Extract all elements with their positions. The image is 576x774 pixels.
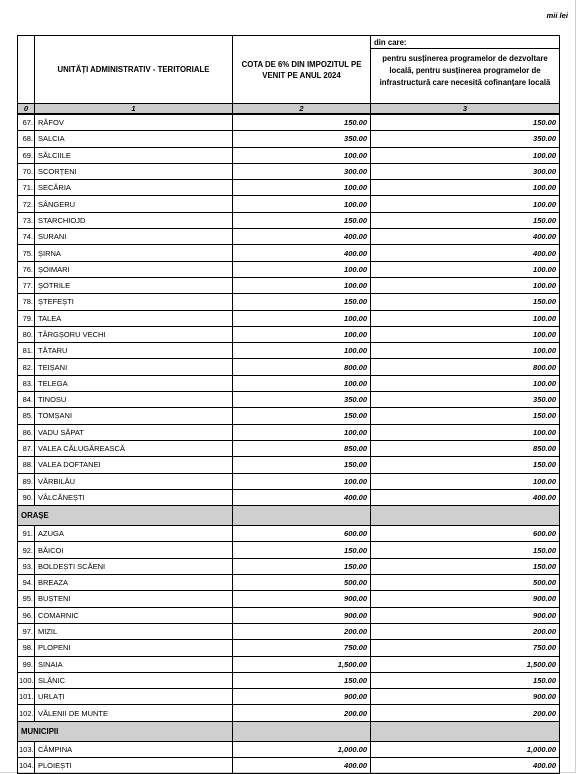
- row-index: 103.: [18, 741, 35, 757]
- row-index: 95.: [18, 591, 35, 607]
- table-row: [18, 343, 560, 359]
- table-row: [18, 147, 560, 163]
- table-row: [18, 245, 560, 261]
- row-index: 75.: [18, 245, 35, 261]
- row-purpose-value: 100.00: [371, 196, 560, 212]
- row-name: SÂNGERU: [35, 196, 233, 212]
- row-purpose-value: 100.00: [371, 261, 560, 277]
- row-purpose-value: 150.00: [371, 408, 560, 424]
- row-quota-value: 100.00: [233, 375, 371, 391]
- row-index: 101.: [18, 689, 35, 705]
- row-name: SLĂNIC: [35, 672, 233, 688]
- row-index: 91.: [18, 526, 35, 542]
- row-purpose-value: 500.00: [371, 575, 560, 591]
- row-purpose-value: 150.00: [371, 542, 560, 558]
- unit-label: mii lei: [546, 11, 568, 20]
- header-purpose-cell: [371, 36, 560, 104]
- row-name: TĂTARU: [35, 343, 233, 359]
- row-index: 94.: [18, 575, 35, 591]
- row-index: 88.: [18, 457, 35, 473]
- header-row: [18, 36, 560, 104]
- row-index: 99.: [18, 656, 35, 672]
- row-purpose-value: 150.00: [371, 294, 560, 310]
- table-row: [18, 408, 560, 424]
- row-purpose-value: 350.00: [371, 392, 560, 408]
- row-index: 90.: [18, 489, 35, 505]
- row-name: PLOPENI: [35, 640, 233, 656]
- row-quota-value: 100.00: [233, 310, 371, 326]
- row-purpose-value: 200.00: [371, 705, 560, 721]
- row-index: 77.: [18, 277, 35, 293]
- header-uat: UNITĂȚI ADMINISTRATIV - TERITORIALE: [35, 36, 233, 104]
- table-row: [18, 359, 560, 375]
- row-quota-value: 150.00: [233, 457, 371, 473]
- row-index: 76.: [18, 261, 35, 277]
- row-quota-value: 400.00: [233, 229, 371, 245]
- table-row: [18, 131, 560, 147]
- table-row: [18, 656, 560, 672]
- col-number-2: 2: [233, 104, 371, 115]
- section-empty-cell: [233, 721, 371, 741]
- row-name: ȘOTRILE: [35, 277, 233, 293]
- row-index: 73.: [18, 212, 35, 228]
- header-din-care: din care:: [371, 36, 559, 49]
- row-purpose-value: 100.00: [371, 375, 560, 391]
- row-quota-value: 900.00: [233, 591, 371, 607]
- section-row: [18, 721, 560, 741]
- row-quota-value: 150.00: [233, 558, 371, 574]
- row-purpose-value: 900.00: [371, 689, 560, 705]
- row-index: 80.: [18, 326, 35, 342]
- row-index: 86.: [18, 424, 35, 440]
- section-row: [18, 506, 560, 526]
- row-quota-value: 200.00: [233, 705, 371, 721]
- section-empty-cell: [371, 506, 560, 526]
- row-index: 83.: [18, 375, 35, 391]
- row-name: SECĂRIA: [35, 180, 233, 196]
- row-name: BREAZA: [35, 575, 233, 591]
- table-row: [18, 607, 560, 623]
- row-quota-value: 100.00: [233, 147, 371, 163]
- table-row: [18, 689, 560, 705]
- row-purpose-value: 750.00: [371, 640, 560, 656]
- table-row: [18, 310, 560, 326]
- row-index: 72.: [18, 196, 35, 212]
- row-index: 97.: [18, 623, 35, 639]
- row-index: 100.: [18, 672, 35, 688]
- table-row: [18, 672, 560, 688]
- row-index: 85.: [18, 408, 35, 424]
- row-quota-value: 800.00: [233, 359, 371, 375]
- table-row: [18, 212, 560, 228]
- table-row: [18, 326, 560, 342]
- column-number-row: [18, 104, 560, 115]
- row-index: 84.: [18, 392, 35, 408]
- col-number-3: 3: [371, 104, 560, 115]
- row-quota-value: 400.00: [233, 489, 371, 505]
- table-row: [18, 640, 560, 656]
- row-quota-value: 100.00: [233, 424, 371, 440]
- row-index: 82.: [18, 359, 35, 375]
- table-row: [18, 558, 560, 574]
- row-quota-value: 900.00: [233, 607, 371, 623]
- row-purpose-value: 100.00: [371, 424, 560, 440]
- row-quota-value: 150.00: [233, 542, 371, 558]
- row-quota-value: 150.00: [233, 294, 371, 310]
- row-name: CÂMPINA: [35, 741, 233, 757]
- row-quota-value: 150.00: [233, 114, 371, 131]
- row-quota-value: 500.00: [233, 575, 371, 591]
- table-row: [18, 163, 560, 179]
- row-name: PLOIEȘTI: [35, 757, 233, 773]
- col-number-1: 1: [35, 104, 233, 115]
- allocation-table: [17, 35, 560, 774]
- row-name: VADU SĂPAT: [35, 424, 233, 440]
- row-name: RĂFOV: [35, 114, 233, 131]
- row-index: 68.: [18, 131, 35, 147]
- row-purpose-value: 300.00: [371, 163, 560, 179]
- row-name: ȘOIMARI: [35, 261, 233, 277]
- row-quota-value: 150.00: [233, 672, 371, 688]
- row-purpose-value: 800.00: [371, 359, 560, 375]
- row-purpose-value: 150.00: [371, 558, 560, 574]
- row-name: MIZIL: [35, 623, 233, 639]
- row-index: 74.: [18, 229, 35, 245]
- row-quota-value: 100.00: [233, 196, 371, 212]
- row-quota-value: 100.00: [233, 473, 371, 489]
- row-quota-value: 150.00: [233, 212, 371, 228]
- row-index: 71.: [18, 180, 35, 196]
- row-quota-value: 100.00: [233, 277, 371, 293]
- header-purpose: pentru susținerea programelor de dezvoltare locală, pentru susținerea programelor de infrastructură care necesită cofinanțare locală: [379, 54, 551, 87]
- row-index: 78.: [18, 294, 35, 310]
- row-name: VÂLCĂNEȘTI: [35, 489, 233, 505]
- table-row: [18, 575, 560, 591]
- row-quota-value: 100.00: [233, 261, 371, 277]
- row-name: BOLDEȘTI SCĂENI: [35, 558, 233, 574]
- table-row: [18, 473, 560, 489]
- row-name: SINAIA: [35, 656, 233, 672]
- row-purpose-value: 900.00: [371, 591, 560, 607]
- row-name: TINOSU: [35, 392, 233, 408]
- row-name: ȘIRNA: [35, 245, 233, 261]
- row-quota-value: 850.00: [233, 440, 371, 456]
- row-name: TEIȘANI: [35, 359, 233, 375]
- table-row: [18, 180, 560, 196]
- row-name: TALEA: [35, 310, 233, 326]
- row-purpose-value: 200.00: [371, 623, 560, 639]
- row-name: URLAȚI: [35, 689, 233, 705]
- table-row: [18, 757, 560, 773]
- section-empty-cell: [371, 721, 560, 741]
- row-purpose-value: 1,000.00: [371, 741, 560, 757]
- row-name: TÂRGȘORU VECHI: [35, 326, 233, 342]
- row-index: 92.: [18, 542, 35, 558]
- row-index: 70.: [18, 163, 35, 179]
- row-purpose-value: 150.00: [371, 114, 560, 131]
- row-index: 69.: [18, 147, 35, 163]
- section-empty-cell: [233, 506, 371, 526]
- table-row: [18, 294, 560, 310]
- table-row: [18, 623, 560, 639]
- row-quota-value: 350.00: [233, 392, 371, 408]
- row-purpose-value: 1,500.00: [371, 656, 560, 672]
- header-index-cell: [18, 36, 35, 104]
- row-quota-value: 100.00: [233, 343, 371, 359]
- row-index: 87.: [18, 440, 35, 456]
- table-row: [18, 591, 560, 607]
- table-row: [18, 375, 560, 391]
- row-name: VALEA CĂLUGĂREASCĂ: [35, 440, 233, 456]
- table-row: [18, 196, 560, 212]
- row-quota-value: 400.00: [233, 245, 371, 261]
- row-quota-value: 100.00: [233, 326, 371, 342]
- row-name: STARCHIOJD: [35, 212, 233, 228]
- row-name: VĂLENII DE MUNTE: [35, 705, 233, 721]
- row-index: 67.: [18, 114, 35, 131]
- table-row: [18, 489, 560, 505]
- row-name: AZUGA: [35, 526, 233, 542]
- row-quota-value: 400.00: [233, 757, 371, 773]
- row-name: ȘTEFEȘTI: [35, 294, 233, 310]
- table-row: [18, 392, 560, 408]
- table-row: [18, 114, 560, 131]
- section-title: ORAȘE: [18, 506, 233, 526]
- table-row: [18, 457, 560, 473]
- row-name: SALCIA: [35, 131, 233, 147]
- row-name: SURANI: [35, 229, 233, 245]
- table-row: [18, 424, 560, 440]
- row-index: 81.: [18, 343, 35, 359]
- row-name: SCORȚENI: [35, 163, 233, 179]
- row-quota-value: 1,000.00: [233, 741, 371, 757]
- col-number-0: 0: [18, 104, 35, 115]
- row-quota-value: 750.00: [233, 640, 371, 656]
- row-name: BUȘTENI: [35, 591, 233, 607]
- row-name: SĂLCIILE: [35, 147, 233, 163]
- row-quota-value: 900.00: [233, 689, 371, 705]
- row-purpose-value: 100.00: [371, 473, 560, 489]
- table-row: [18, 440, 560, 456]
- row-purpose-value: 400.00: [371, 757, 560, 773]
- row-name: VALEA DOFTANEI: [35, 457, 233, 473]
- row-quota-value: 300.00: [233, 163, 371, 179]
- row-quota-value: 200.00: [233, 623, 371, 639]
- row-index: 89.: [18, 473, 35, 489]
- row-purpose-value: 100.00: [371, 277, 560, 293]
- row-name: TELEGA: [35, 375, 233, 391]
- row-purpose-value: 150.00: [371, 457, 560, 473]
- table-row: [18, 542, 560, 558]
- row-name: BĂICOI: [35, 542, 233, 558]
- row-quota-value: 600.00: [233, 526, 371, 542]
- row-quota-value: 100.00: [233, 180, 371, 196]
- row-purpose-value: 100.00: [371, 180, 560, 196]
- row-quota-value: 350.00: [233, 131, 371, 147]
- row-purpose-value: 100.00: [371, 343, 560, 359]
- row-purpose-value: 900.00: [371, 607, 560, 623]
- row-purpose-value: 400.00: [371, 245, 560, 261]
- row-purpose-value: 600.00: [371, 526, 560, 542]
- section-title: MUNICIPII: [18, 721, 233, 741]
- row-name: VĂRBILĂU: [35, 473, 233, 489]
- row-name: COMARNIC: [35, 607, 233, 623]
- row-purpose-value: 150.00: [371, 212, 560, 228]
- table-row: [18, 741, 560, 757]
- row-purpose-value: 100.00: [371, 147, 560, 163]
- row-index: 93.: [18, 558, 35, 574]
- table-row: [18, 229, 560, 245]
- table-body: [18, 36, 560, 774]
- row-index: 96.: [18, 607, 35, 623]
- table-row: [18, 277, 560, 293]
- row-index: 79.: [18, 310, 35, 326]
- row-index: 98.: [18, 640, 35, 656]
- row-purpose-value: 100.00: [371, 326, 560, 342]
- row-purpose-value: 350.00: [371, 131, 560, 147]
- header-quota: COTA DE 6% DIN IMPOZITUL PE VENIT PE ANUL 2024: [233, 36, 371, 104]
- row-index: 104.: [18, 757, 35, 773]
- table-row: [18, 526, 560, 542]
- table-row: [18, 261, 560, 277]
- row-quota-value: 1,500.00: [233, 656, 371, 672]
- row-index: 102.: [18, 705, 35, 721]
- table-row: [18, 705, 560, 721]
- row-quota-value: 150.00: [233, 408, 371, 424]
- row-purpose-value: 400.00: [371, 489, 560, 505]
- row-purpose-value: 400.00: [371, 229, 560, 245]
- row-purpose-value: 100.00: [371, 310, 560, 326]
- row-purpose-value: 150.00: [371, 672, 560, 688]
- row-purpose-value: 850.00: [371, 440, 560, 456]
- row-name: TOMȘANI: [35, 408, 233, 424]
